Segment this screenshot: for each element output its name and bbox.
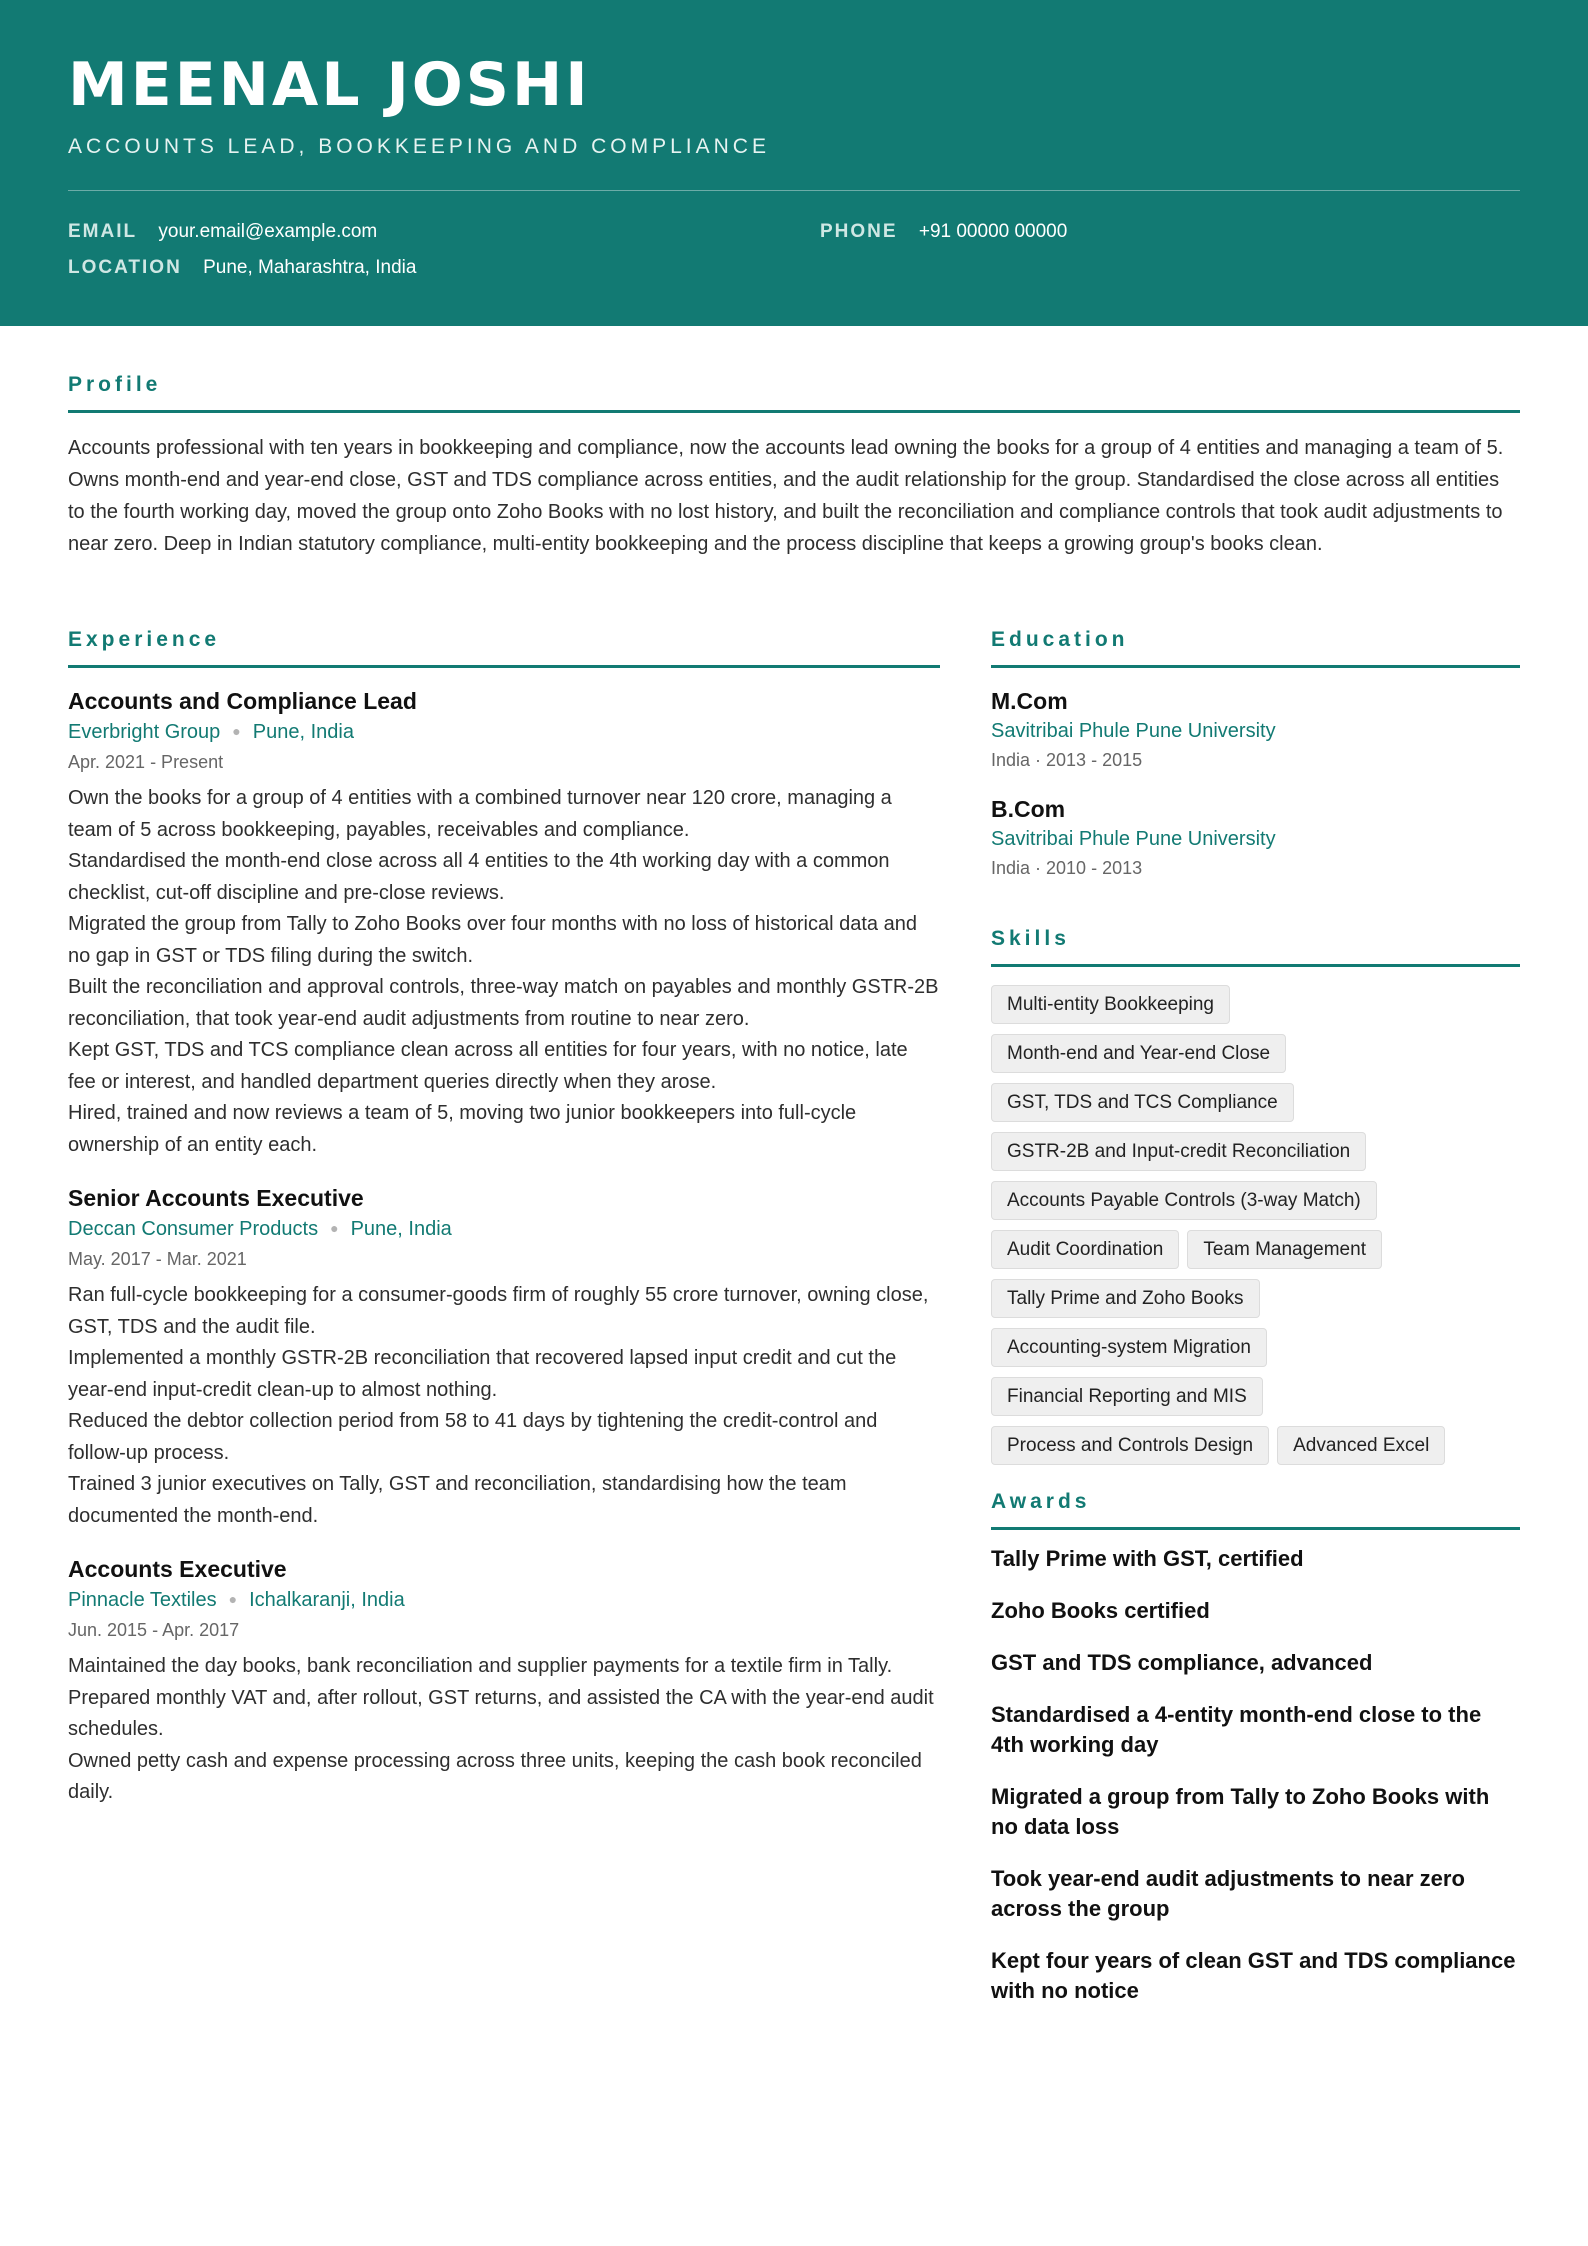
- job-meta: [68, 1213, 940, 1244]
- skill-tag: Audit Coordination: [991, 1230, 1179, 1269]
- separator-dot-icon: ●: [330, 1220, 339, 1236]
- skill-tag: Advanced Excel: [1277, 1426, 1445, 1465]
- candidate-name: MEENAL JOSHI: [68, 50, 591, 120]
- skill-tag: GSTR-2B and Input-credit Reconciliation: [991, 1132, 1366, 1171]
- edu-meta: India · 2013 - 2015: [991, 750, 1143, 770]
- job-meta: [68, 1584, 940, 1615]
- job-bullet: Owned petty cash and expense processing across three units, keeping the cash book reconciled daily.: [68, 1749, 922, 1803]
- job-description: [68, 1280, 940, 1532]
- location-label: LOCATION: [68, 257, 182, 278]
- job-entry: [68, 686, 940, 1161]
- skill-tag: Tally Prime and Zoho Books: [991, 1279, 1260, 1318]
- job-bullet: Maintained the day books, bank reconciliation and supplier payments for a textile firm in Tally.: [68, 1655, 893, 1677]
- section-rule-education: [991, 665, 1520, 668]
- job-bullet: Own the books for a group of 4 entities with a combined turnover near 120 crore, managing a team of 5 across bookkeeping, payables, receivables and compliance.: [68, 787, 892, 841]
- skill-tag: Accounting-system Migration: [991, 1328, 1267, 1367]
- award-item: Standardised a 4-entity month-end close to the 4th working day: [991, 1702, 1482, 1757]
- job-description: [68, 1651, 940, 1809]
- job-title: Accounts Executive: [68, 1556, 287, 1582]
- job-bullet: Migrated the group from Tally to Zoho Books over four months with no loss of historical data and no gap in GST or TDS filing during the switch.: [68, 913, 917, 967]
- job-bullet: Hired, trained and now reviews a team of 5, moving two junior bookkeepers into full-cycle ownership of an entity each.: [68, 1102, 857, 1156]
- job-entry: [68, 1554, 940, 1809]
- skill-tag: Accounts Payable Controls (3-way Match): [991, 1181, 1377, 1220]
- contact-email: [68, 220, 377, 244]
- skill-tag: Multi-entity Bookkeeping: [991, 985, 1230, 1024]
- job-bullet: Kept GST, TDS and TCS compliance clean across all entities for four years, with no notice, late fee or interest, and handled department queries directly when they arose.: [68, 1039, 908, 1093]
- job-location: Pune, India: [252, 721, 354, 743]
- edu-degree: M.Com: [991, 688, 1068, 714]
- phone-label: PHONE: [820, 221, 898, 242]
- section-rule-experience: [68, 665, 940, 668]
- award-item: Kept four years of clean GST and TDS compliance with no notice: [991, 1948, 1516, 2003]
- section-title-education: Education: [991, 628, 1129, 651]
- section-rule-profile: [68, 410, 1520, 413]
- section-rule-skills: [991, 964, 1520, 967]
- resume-header: [0, 0, 1588, 326]
- job-company: Everbright Group: [68, 721, 221, 743]
- separator-dot-icon: ●: [228, 1591, 238, 1607]
- education-entry: [991, 794, 1520, 882]
- skill-tag: Financial Reporting and MIS: [991, 1377, 1263, 1416]
- experience-list: [68, 686, 940, 1831]
- award-item: GST and TDS compliance, advanced: [991, 1650, 1373, 1675]
- job-entry: [68, 1183, 940, 1532]
- skill-tag: GST, TDS and TCS Compliance: [991, 1083, 1294, 1122]
- award-item: Migrated a group from Tally to Zoho Books with no data loss: [991, 1784, 1490, 1839]
- job-dates: Jun. 2015 - Apr. 2017: [68, 1620, 240, 1640]
- job-title: Accounts and Compliance Lead: [68, 688, 417, 714]
- section-rule-awards: [991, 1527, 1520, 1530]
- award-item: Took year-end audit adjustments to near zero across the group: [991, 1866, 1465, 1921]
- section-title-awards: Awards: [991, 1490, 1091, 1513]
- section-title-profile: Profile: [68, 373, 162, 396]
- job-company: Pinnacle Textiles: [68, 1589, 217, 1611]
- email-label: EMAIL: [68, 221, 138, 242]
- phone-value[interactable]: +91 00000 00000: [918, 221, 1068, 242]
- job-meta: [68, 716, 940, 747]
- header-divider: [68, 190, 1520, 191]
- education-entry: [991, 686, 1520, 774]
- job-dates: May. 2017 - Mar. 2021: [68, 1249, 247, 1269]
- award-item: Zoho Books certified: [991, 1598, 1210, 1623]
- job-bullet: Trained 3 junior executives on Tally, GST and reconciliation, standardising how the team documented the month-end.: [68, 1473, 847, 1527]
- education-list: [991, 686, 1520, 902]
- job-bullet: Reduced the debtor collection period from 58 to 41 days by tightening the credit-control and follow-up process.: [68, 1410, 878, 1464]
- job-bullet: Ran full-cycle bookkeeping for a consumer-goods firm of roughly 55 crore turnover, owning close, GST, TDS and the audit file.: [68, 1284, 929, 1338]
- skill-tag: Process and Controls Design: [991, 1426, 1269, 1465]
- job-title: Senior Accounts Executive: [68, 1185, 364, 1211]
- section-title-skills: Skills: [991, 927, 1070, 950]
- email-value[interactable]: your.email@example.com: [158, 221, 378, 242]
- location-value: Pune, Maharashtra, India: [203, 257, 417, 278]
- headline: ACCOUNTS LEAD, BOOKKEEPING AND COMPLIANCE: [68, 135, 770, 158]
- section-title-experience: Experience: [68, 628, 221, 651]
- edu-meta: India · 2010 - 2013: [991, 858, 1143, 878]
- job-bullet: Standardised the month-end close across all 4 entities to the 4th working day with a common checklist, cut-off discipline and pre-close reviews.: [68, 850, 890, 904]
- job-description: [68, 783, 940, 1161]
- skills-list: [991, 985, 1520, 1475]
- contact-phone: [820, 220, 1067, 244]
- job-location: Pune, India: [350, 1218, 452, 1240]
- skill-tag: Month-end and Year-end Close: [991, 1034, 1286, 1073]
- edu-school: Savitribai Phule Pune University: [991, 828, 1276, 850]
- job-bullet: Implemented a monthly GSTR-2B reconciliation that recovered lapsed input credit and cut the year-end input-credit clean-up to almost nothing.: [68, 1347, 897, 1401]
- profile-summary: Accounts professional with ten years in bookkeeping and compliance, now the accounts lead owning the books for a group of 4 entities and managing a team of 5. Owns month-end and year-end close, GST and TDS compliance across entities, and the audit relationship for the group. Standardised the close across all entities to the fourth working day, moved the group onto Zoho Books with no lost history, and built the reconciliation and compliance controls that took audit adjustments to near zero. Deep in Indian statutory compliance, multi-entity bookkeeping and the process discipline that keeps a growing group's books clean.: [68, 437, 1504, 555]
- edu-degree: B.Com: [991, 796, 1066, 822]
- awards-list: [991, 1544, 1520, 2028]
- job-dates: Apr. 2021 - Present: [68, 752, 224, 772]
- separator-dot-icon: ●: [232, 723, 241, 739]
- award-item: Tally Prime with GST, certified: [991, 1546, 1304, 1571]
- job-bullet: Prepared monthly VAT and, after rollout, GST returns, and assisted the CA with the year-end audit schedules.: [68, 1686, 934, 1740]
- edu-school: Savitribai Phule Pune University: [991, 720, 1276, 742]
- job-location: Ichalkaranji, India: [249, 1589, 405, 1611]
- job-company: Deccan Consumer Products: [68, 1218, 319, 1240]
- job-bullet: Built the reconciliation and approval controls, three-way match on payables and monthly GSTR-2B reconciliation, that took year-end audit adjustments from routine to near zero.: [68, 976, 939, 1030]
- contact-location: [68, 256, 416, 280]
- skill-tag: Team Management: [1187, 1230, 1382, 1269]
